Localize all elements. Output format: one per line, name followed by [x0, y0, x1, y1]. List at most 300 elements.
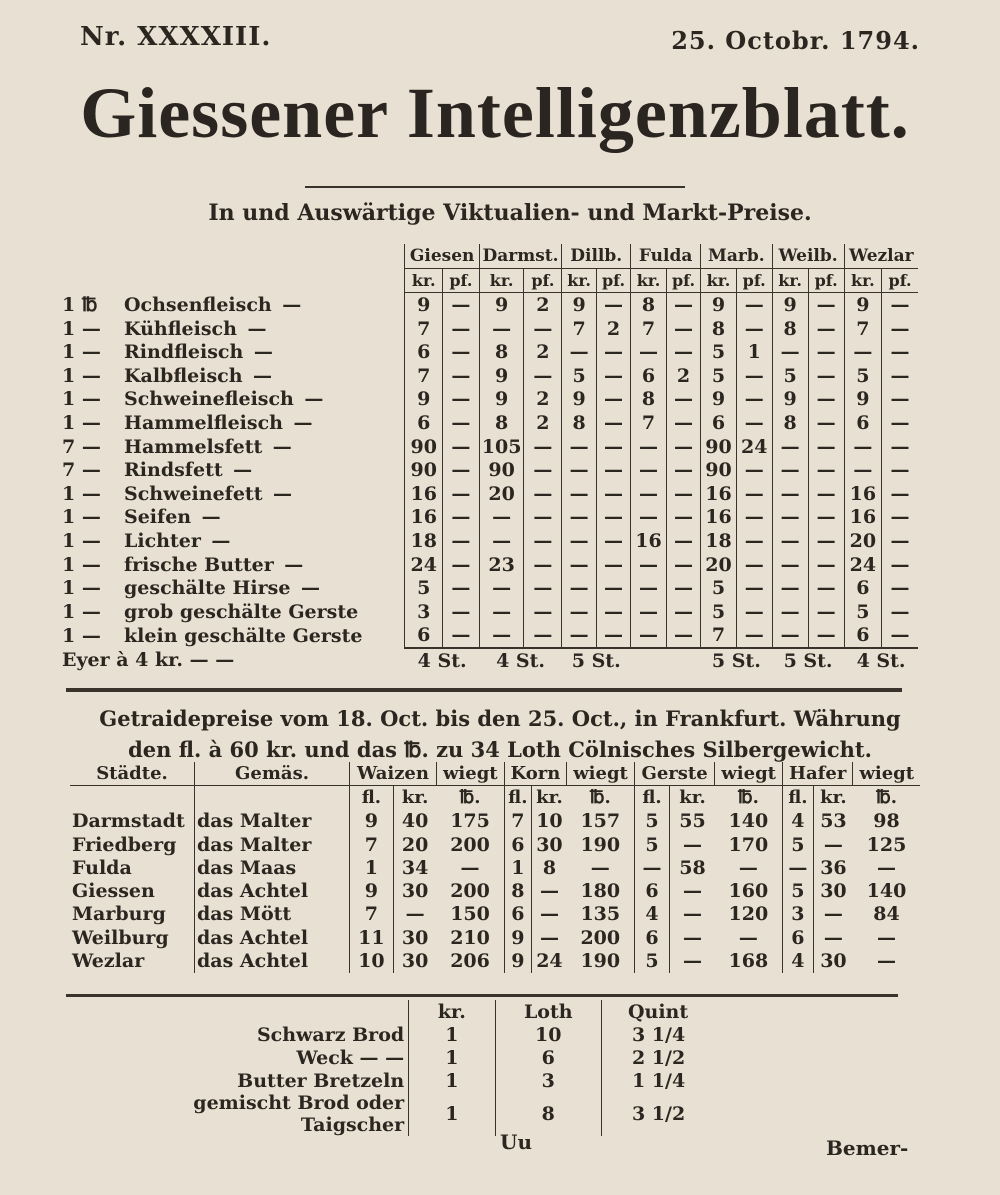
price-cell: —: [442, 624, 479, 649]
unit-kr: kr.: [405, 268, 442, 293]
table-row: [60, 506, 918, 530]
measure-name: das Achtel: [195, 949, 350, 972]
price-cell: —: [524, 435, 562, 459]
bread-header: Loth: [495, 1000, 601, 1023]
grain-price-cell: —: [876, 856, 896, 879]
price-cell: —: [479, 506, 524, 530]
price-cell: 23: [479, 553, 524, 577]
item-dash: —: [233, 459, 253, 482]
grain-price-cell: —: [393, 903, 436, 926]
unit-kr: kr.: [813, 786, 853, 810]
town-header: Weilb.: [772, 244, 844, 268]
unit-kr: kr.: [479, 268, 524, 293]
price-cell: —: [666, 435, 700, 459]
price-cell: —: [666, 482, 700, 506]
table-row: [60, 340, 918, 364]
price-cell: —: [772, 458, 808, 482]
price-cell: —: [596, 411, 630, 435]
grain-price-cell: 157: [580, 810, 621, 833]
unit-kr: kr.: [670, 786, 715, 810]
weight-header: wiegt: [567, 762, 635, 786]
item-dash: —: [272, 482, 292, 505]
issue-number: Nr. XXXXIII.: [80, 22, 272, 52]
price-cell: —: [736, 576, 772, 600]
grain-price-cell: 58: [670, 856, 715, 879]
unit-kr: kr.: [532, 786, 567, 810]
grain-heading: [80, 703, 920, 765]
price-cell: 8: [562, 411, 597, 435]
price-cell: —: [808, 553, 844, 577]
price-cell: 5: [701, 576, 737, 600]
price-cell: —: [772, 435, 808, 459]
item-name: Hammelsfett: [124, 435, 263, 458]
item-quantity: 1 —: [62, 317, 101, 340]
item-label: [60, 458, 405, 482]
grain-header: Gerste: [634, 762, 715, 786]
item-dash: —: [293, 411, 313, 434]
unit-kr: kr.: [631, 268, 667, 293]
eggs-value: 5 St.: [711, 649, 761, 672]
grain-price-cell: 206: [450, 950, 490, 973]
price-cell: 7: [631, 317, 667, 341]
price-cell: —: [596, 506, 630, 530]
item-name: Seifen: [124, 506, 192, 529]
unit-kr: kr.: [562, 268, 597, 293]
price-cell: —: [882, 624, 918, 649]
unit-kr: kr.: [393, 786, 436, 810]
grain-price-cell: 30: [393, 949, 436, 972]
price-cell: —: [562, 553, 597, 577]
price-cell: 2: [524, 388, 562, 412]
price-cell: 18: [701, 529, 737, 553]
grain-price-cell: —: [532, 903, 567, 926]
unit-pf: pf.: [736, 268, 772, 293]
price-cell: —: [736, 388, 772, 412]
price-cell: —: [882, 340, 918, 364]
bread-kr: 1: [409, 1069, 495, 1092]
table-row: [60, 600, 918, 624]
item-label: [60, 435, 405, 459]
weight-header: wiegt: [715, 762, 783, 786]
masthead-rule: [305, 186, 685, 188]
eggs-value: 4 St.: [496, 649, 546, 672]
grain-price-cell: —: [813, 926, 853, 949]
price-cell: 6: [844, 624, 882, 649]
measure-name: das Malter: [195, 810, 350, 833]
grain-price-cell: 6: [782, 926, 813, 949]
grain-price-cell: 6: [634, 879, 669, 902]
price-cell: —: [666, 411, 700, 435]
item-name: Kalbfleisch: [124, 364, 243, 387]
item-quantity: 1 —: [62, 364, 101, 387]
price-cell: —: [442, 458, 479, 482]
price-cell: —: [524, 317, 562, 341]
price-cell: 24: [844, 553, 882, 577]
price-cell: —: [666, 576, 700, 600]
price-cell: —: [442, 600, 479, 624]
grain-price-cell: 5: [634, 833, 669, 856]
price-cell: —: [808, 340, 844, 364]
unit-lb: ℔.: [737, 787, 759, 809]
table-row: [110, 1023, 730, 1046]
price-cell: 1: [736, 340, 772, 364]
city-name: Giessen: [72, 880, 155, 903]
masthead-title: Giessener Intelligenzblatt.: [80, 73, 910, 153]
city-name: Darmstadt: [72, 810, 185, 833]
market-price-table: [60, 244, 918, 673]
item-quantity: 1 —: [62, 624, 101, 647]
grain-price-cell: 135: [580, 903, 621, 926]
bread-quint: 1 1/4: [601, 1069, 730, 1092]
city-name: Wezlar: [72, 950, 145, 973]
grain-price-cell: 160: [728, 880, 769, 903]
price-cell: —: [562, 506, 597, 530]
price-cell: —: [882, 458, 918, 482]
table-row: [60, 624, 918, 649]
price-cell: —: [666, 600, 700, 624]
price-cell: 5: [562, 364, 597, 388]
grain-price-cell: —: [876, 950, 896, 973]
grain-price-cell: 40: [393, 810, 436, 833]
bread-header: Quint: [601, 1000, 730, 1023]
grain-price-cell: 175: [450, 810, 490, 833]
price-cell: —: [808, 458, 844, 482]
item-name: grob geschälte Gerste: [124, 600, 359, 623]
grain-price-cell: 30: [813, 949, 853, 972]
grain-price-cell: 210: [450, 926, 490, 949]
measure-name: das Mött: [195, 903, 350, 926]
table-row: [70, 903, 920, 926]
price-cell: 9: [562, 388, 597, 412]
price-cell: —: [631, 435, 667, 459]
price-cell: 20: [479, 482, 524, 506]
grain-price-cell: 1: [350, 856, 394, 879]
item-label: [60, 340, 405, 364]
price-cell: —: [442, 411, 479, 435]
price-cell: —: [479, 576, 524, 600]
grain-price-cell: 9: [504, 949, 532, 972]
grain-price-cell: —: [670, 879, 715, 902]
table-row: [70, 856, 920, 879]
price-cell: —: [596, 624, 630, 649]
eggs-value: 5 St.: [783, 649, 833, 672]
price-cell: —: [562, 600, 597, 624]
grain-price-cell: —: [813, 903, 853, 926]
price-cell: —: [596, 553, 630, 577]
grain-price-cell: 6: [634, 926, 669, 949]
price-cell: 5: [405, 576, 442, 600]
unit-kr: kr.: [701, 268, 737, 293]
unit-pf: pf.: [666, 268, 700, 293]
price-cell: 16: [844, 506, 882, 530]
price-cell: —: [772, 482, 808, 506]
grain-price-cell: 190: [580, 833, 621, 856]
price-cell: 9: [405, 388, 442, 412]
item-quantity: 1 ℔: [62, 293, 98, 316]
price-cell: —: [442, 317, 479, 341]
price-cell: —: [596, 364, 630, 388]
price-cell: 6: [405, 624, 442, 649]
price-cell: —: [524, 458, 562, 482]
table-row: [70, 926, 920, 949]
table-row: [70, 833, 920, 856]
price-cell: 90: [701, 435, 737, 459]
price-cell: —: [631, 482, 667, 506]
item-quantity: 1 —: [62, 577, 101, 600]
grain-price-cell: —: [813, 833, 853, 856]
grain-price-cell: —: [670, 903, 715, 926]
table-row: [60, 458, 918, 482]
grain-price-cell: —: [738, 926, 758, 949]
grain-heading-line: den fl. à 60 kr. und das ℔. zu 34 Loth Cölnisches Silbergewicht.: [128, 737, 872, 762]
price-cell: —: [524, 576, 562, 600]
item-label: [60, 506, 405, 530]
grain-price-cell: 11: [350, 926, 394, 949]
price-cell: —: [808, 435, 844, 459]
price-cell: 8: [772, 317, 808, 341]
price-cell: —: [882, 364, 918, 388]
price-cell: —: [808, 293, 844, 317]
weight-header: wiegt: [853, 762, 920, 786]
price-cell: —: [808, 411, 844, 435]
price-cell: 5: [701, 364, 737, 388]
price-cell: —: [596, 388, 630, 412]
price-cell: —: [666, 293, 700, 317]
price-cell: —: [479, 624, 524, 649]
bread-loth: 3: [495, 1069, 601, 1092]
city-name: Friedberg: [72, 833, 177, 856]
unit-pf: pf.: [442, 268, 479, 293]
price-cell: —: [808, 506, 844, 530]
table-row: [60, 388, 918, 412]
item-label: [60, 411, 405, 435]
item-quantity: 7 —: [62, 459, 101, 482]
table-row: [60, 364, 918, 388]
item-name: Kühfleisch: [124, 317, 237, 340]
grain-price-cell: 7: [504, 810, 532, 833]
price-cell: 16: [405, 482, 442, 506]
price-cell: —: [479, 600, 524, 624]
price-cell: —: [882, 435, 918, 459]
price-cell: —: [596, 482, 630, 506]
price-cell: —: [442, 506, 479, 530]
price-cell: —: [882, 529, 918, 553]
price-cell: —: [736, 600, 772, 624]
item-quantity: 1 —: [62, 553, 101, 576]
price-cell: —: [596, 340, 630, 364]
bread-kr: 1: [409, 1092, 495, 1136]
grain-price-cell: 9: [350, 810, 394, 833]
bread-name: Weck — —: [296, 1046, 405, 1069]
section-rule: [66, 688, 902, 692]
grain-price-cell: 7: [350, 833, 394, 856]
grain-price-cell: 1: [504, 856, 532, 879]
price-cell: —: [442, 576, 479, 600]
grain-price-cell: 98: [873, 810, 900, 833]
grain-price-cell: 84: [873, 903, 900, 926]
unit-kr: kr.: [772, 268, 808, 293]
table-row: [60, 293, 918, 317]
item-quantity: 1 —: [62, 411, 101, 434]
town-header: Wezlar: [844, 244, 918, 268]
price-cell: —: [808, 317, 844, 341]
price-cell: 9: [844, 388, 882, 412]
measure-name: das Achtel: [195, 926, 350, 949]
price-cell: 3: [405, 600, 442, 624]
price-cell: —: [736, 624, 772, 649]
item-name: geschälte Hirse: [124, 577, 291, 600]
price-cell: 6: [405, 411, 442, 435]
price-cell: —: [631, 624, 667, 649]
price-cell: 9: [479, 388, 524, 412]
grain-price-cell: 30: [393, 926, 436, 949]
grain-price-cell: 9: [350, 879, 394, 902]
price-cell: 6: [844, 576, 882, 600]
price-cell: —: [562, 482, 597, 506]
price-cell: —: [442, 364, 479, 388]
price-cell: —: [882, 411, 918, 435]
table-row: [110, 1069, 730, 1092]
grain-price-cell: 8: [532, 856, 567, 879]
city-column-header: Städte.: [70, 762, 195, 786]
unit-kr: kr.: [844, 268, 882, 293]
price-cell: —: [524, 529, 562, 553]
price-cell: —: [808, 482, 844, 506]
table-row: [60, 435, 918, 459]
grain-price-cell: —: [532, 926, 567, 949]
item-dash: —: [201, 506, 221, 529]
grain-price-cell: 5: [634, 949, 669, 972]
price-cell: —: [562, 435, 597, 459]
grain-price-cell: 190: [580, 950, 621, 973]
price-cell: —: [524, 553, 562, 577]
price-cell: —: [736, 553, 772, 577]
price-cell: —: [808, 388, 844, 412]
price-cell: 8: [631, 388, 667, 412]
unit-fl: fl.: [350, 786, 394, 810]
table-row: [70, 879, 920, 902]
table-row: [70, 810, 920, 833]
item-label: [60, 624, 405, 649]
price-cell: —: [736, 317, 772, 341]
bread-name: Butter Bretzeln: [237, 1069, 405, 1092]
price-cell: —: [442, 435, 479, 459]
price-cell: —: [631, 458, 667, 482]
price-cell: 8: [631, 293, 667, 317]
measure-name: das Maas: [195, 856, 350, 879]
price-cell: 7: [844, 317, 882, 341]
grain-price-cell: 6: [504, 833, 532, 856]
price-cell: 5: [701, 600, 737, 624]
price-cell: —: [524, 600, 562, 624]
eggs-value: [631, 648, 701, 673]
price-cell: —: [596, 529, 630, 553]
bread-loth: 6: [495, 1046, 601, 1069]
price-cell: —: [736, 529, 772, 553]
item-label: [60, 388, 405, 412]
grain-price-cell: —: [670, 926, 715, 949]
price-cell: —: [882, 388, 918, 412]
item-quantity: 1 —: [62, 341, 101, 364]
item-dash: —: [284, 553, 304, 576]
grain-price-cell: 55: [670, 810, 715, 833]
eggs-value: 5 St.: [571, 649, 621, 672]
price-cell: —: [736, 458, 772, 482]
price-cell: 16: [844, 482, 882, 506]
measure-name: das Achtel: [195, 879, 350, 902]
price-cell: 5: [844, 364, 882, 388]
price-cell: —: [736, 364, 772, 388]
price-cell: —: [882, 506, 918, 530]
city-name: Weilburg: [72, 926, 169, 949]
catchword: Bemer-: [826, 1136, 909, 1160]
price-cell: 7: [405, 317, 442, 341]
grain-price-cell: —: [532, 879, 567, 902]
grain-price-cell: 4: [782, 949, 813, 972]
price-cell: —: [479, 317, 524, 341]
eggs-value: 4 St.: [417, 649, 467, 672]
item-label: [60, 317, 405, 341]
price-cell: 16: [701, 506, 737, 530]
price-cell: —: [882, 553, 918, 577]
price-cell: 6: [631, 364, 667, 388]
price-cell: —: [772, 576, 808, 600]
price-cell: 16: [701, 482, 737, 506]
item-quantity: 1 —: [62, 529, 101, 552]
grain-price-cell: 168: [728, 950, 769, 973]
grain-header: Korn: [504, 762, 567, 786]
item-name: Schweinefleisch: [124, 388, 294, 411]
price-cell: —: [562, 458, 597, 482]
grain-header: Waizen: [350, 762, 437, 786]
table-row: [70, 949, 920, 972]
bread-price-table: [110, 1000, 730, 1136]
price-cell: —: [596, 293, 630, 317]
unit-lb: ℔.: [459, 787, 481, 809]
grain-price-cell: 4: [634, 903, 669, 926]
price-cell: —: [736, 506, 772, 530]
item-label: [60, 364, 405, 388]
price-cell: —: [596, 435, 630, 459]
price-cell: —: [808, 624, 844, 649]
price-cell: —: [736, 411, 772, 435]
bread-kr: 1: [409, 1023, 495, 1046]
price-cell: 90: [479, 458, 524, 482]
price-cell: —: [631, 553, 667, 577]
grain-price-cell: 30: [393, 879, 436, 902]
price-cell: —: [844, 435, 882, 459]
price-cell: —: [772, 506, 808, 530]
item-dash: —: [300, 577, 320, 600]
price-cell: 9: [772, 293, 808, 317]
town-header: Giesen: [405, 244, 479, 268]
price-cell: —: [442, 482, 479, 506]
price-cell: 6: [844, 411, 882, 435]
table-row: [60, 317, 918, 341]
price-cell: 7: [562, 317, 597, 341]
price-cell: —: [442, 340, 479, 364]
price-cell: —: [666, 458, 700, 482]
grain-price-cell: —: [738, 856, 758, 879]
price-cell: —: [844, 458, 882, 482]
bread-quint: 2 1/2: [601, 1046, 730, 1069]
unit-lb: ℔.: [875, 787, 897, 809]
price-cell: 20: [701, 553, 737, 577]
price-cell: —: [442, 388, 479, 412]
price-cell: —: [666, 388, 700, 412]
grain-price-cell: —: [634, 856, 669, 879]
price-cell: 90: [405, 435, 442, 459]
